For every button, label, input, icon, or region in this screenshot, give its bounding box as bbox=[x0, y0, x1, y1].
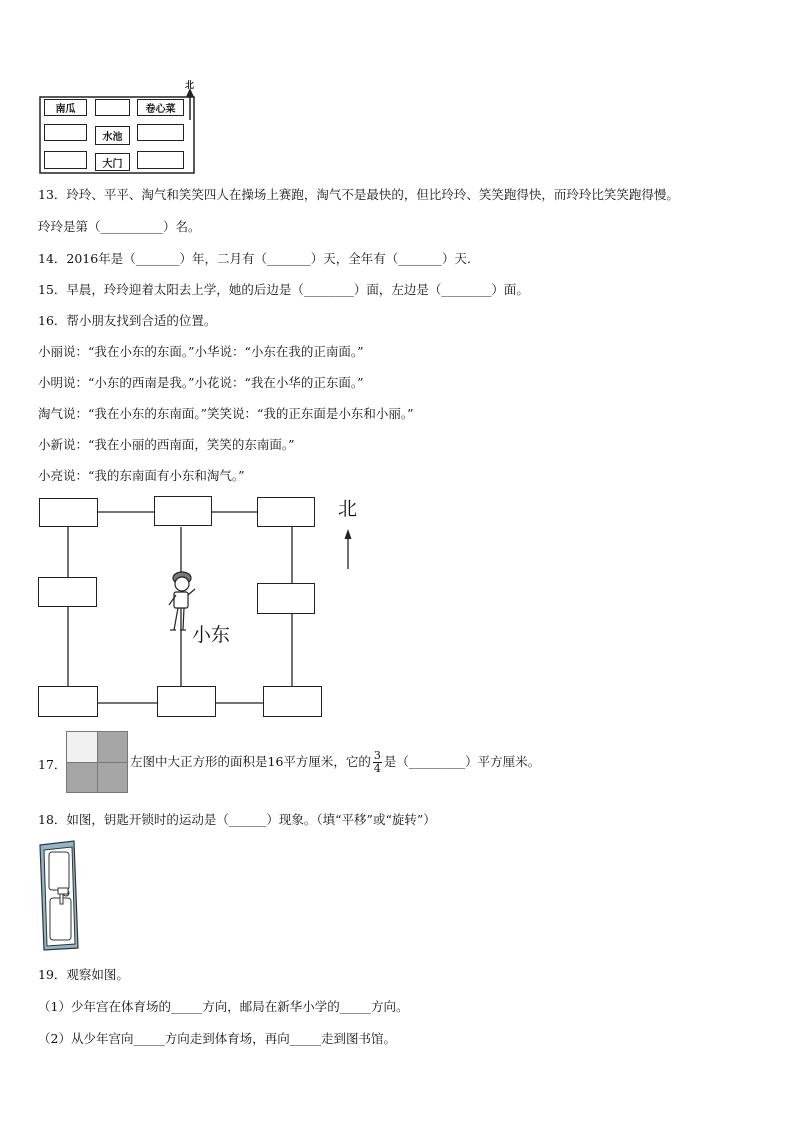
question-19-title: 19．观察如图。 bbox=[38, 967, 129, 982]
question-14-text: 14．2016年是（_______）年，二月有（_______）天，全年有（_______）天． bbox=[38, 251, 480, 266]
question-13-text: 13．玲玲、平平、淘气和笑笑四人在操场上赛跑，淘气不是最快的，但比玲玲、笑笑跑得快，而玲玲比笑笑跑得慢。 bbox=[38, 187, 679, 202]
question-18-text: 18．如图，钥匙开锁时的运动是（______）现象。（填“平移”或“旋转”） bbox=[38, 812, 436, 827]
garden-pool-box: 水池 bbox=[95, 126, 130, 145]
question-16-title: 16．帮小朋友找到合适的位置。 bbox=[38, 313, 217, 328]
question-16-line: 淘气说：“我在小东的东南面。”笑笑说：“我的正东面是小东和小丽。” bbox=[38, 406, 414, 421]
question-17-text-after: 是（_________）平方厘米。 bbox=[383, 754, 541, 769]
position-map-north-label: 北 bbox=[338, 498, 358, 520]
question-19-part-2: （2）从少年宫向_____方向走到体育场，再向_____走到图书馆。 bbox=[38, 1031, 396, 1046]
question-16-line: 小新说：“我在小丽的西南面，笑笑的东南面。” bbox=[38, 437, 295, 452]
question-16-line: 小亮说：“我的东南面有小东和淘气。” bbox=[38, 468, 245, 483]
question-17-number: 17． bbox=[38, 757, 67, 772]
fraction-numerator: 3 bbox=[373, 749, 381, 762]
question-19-part-1: （1）少年宫在体育场的_____方向，邮局在新华小学的_____方向。 bbox=[38, 999, 409, 1014]
question-15-text: 15．早晨，玲玲迎着太阳去上学，她的后边是（________）面，左边是（________）面。 bbox=[38, 282, 529, 297]
question-16-line: 小明说：“小东的西南是我。”小花说：“我在小华的正东面。” bbox=[38, 375, 364, 390]
garden-cabbage-box: 卷心菜 bbox=[137, 99, 184, 116]
xiaodong-label: 小东 bbox=[192, 624, 231, 646]
question-13-answer: 玲玲是第（__________）名。 bbox=[38, 219, 201, 234]
garden-pumpkin-box: 南瓜 bbox=[44, 99, 87, 116]
garden-north-label: 北 bbox=[185, 81, 195, 91]
question-17-text-before: 左图中大正方形的面积是16平方厘米，它的 bbox=[130, 754, 371, 769]
fraction-denominator: 4 bbox=[373, 762, 381, 775]
question-16-line: 小丽说：“我在小东的东面。”小华说：“小东在我的正南面。” bbox=[38, 344, 364, 359]
garden-gate-box: 大门 bbox=[95, 153, 130, 171]
